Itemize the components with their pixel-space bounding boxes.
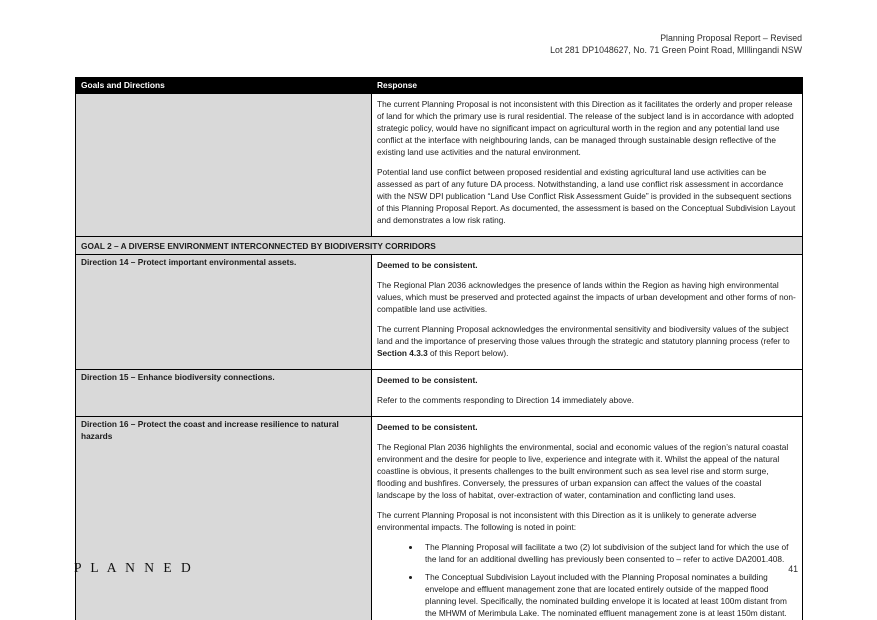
column-header-goals: Goals and Directions xyxy=(76,78,372,94)
direction16-paragraph-1: The Regional Plan 2036 highlights the environmental, social and economic values of the region’s natural coastal environment and the desire for people to live, experience and integrate with it. Whilst the appeal of the natural coastline is obvious, it presents challenges to the built environment such as sea level rise and storm surge, flooding and bushfires. Conversely, the pressures of urban expansion can affect the values of the coastal landscape by the loss of habitat, over-extraction of water, contamination and conflicting land uses. xyxy=(377,442,789,500)
intro-response-paragraph-1: The current Planning Proposal is not inconsistent with this Direction as it facilitates the orderly and proper release of land for which the primary use is rural residential. The release of the subject land is in accordance with adopted strategic policy, would have no significant impact on agricultural worth in the region and any potential land use conflict at the interface with neighbouring lands, can be managed through sustainable design reflective of the existing land use activities and the natural environment. xyxy=(377,99,794,157)
direction15-verdict: Deemed to be consistent. xyxy=(377,375,478,385)
table-row-direction14 xyxy=(76,255,803,370)
direction16-bullet-2: • The Conceptual Subdivision Layout included with the Planning Proposal nominates a building envelope and effluent management zone that are located entirely outside of the mapped flood planning level. Specifically, the nominated building envelope it is located at least 100m distant from the MHWM of Merimbula Lake. The nominated effluent management zone is at least 150m distant. xyxy=(421,571,796,619)
direction14-p2-text-end: of this Report below). xyxy=(427,348,509,358)
goals-directions-table xyxy=(75,77,803,620)
document-header xyxy=(550,33,802,56)
direction15-title: Direction 15 – Enhance biodiversity connections. xyxy=(76,370,372,417)
page-number: 41 xyxy=(788,564,798,574)
direction14-verdict: Deemed to be consistent. xyxy=(377,260,478,270)
table-header-row xyxy=(76,78,803,94)
header-property-address: Lot 281 DP1048627, No. 71 Green Point Road, MIllingandi NSW xyxy=(550,44,802,55)
direction15-response-cell xyxy=(372,370,803,417)
direction16-title: Direction 16 – Protect the coast and increase resilience to natural hazards xyxy=(76,417,372,620)
intro-response-paragraph-2: Potential land use conflict between proposed residential and existing agricultural land use activities can be assessed as part of any future DA process. Notwithstanding, a land use conflict risk assessment in accordance with the NSW DPI publication “Land Use Conflict Risk Assessment Guide” is provided in the subsequent sections of this Planning Proposal Report. As documented, the assessment is based on the Conceptual Subdivision Layout and demonstrates a low risk rating. xyxy=(377,167,796,225)
direction16-verdict: Deemed to be consistent. xyxy=(377,422,478,432)
direction16-paragraph-2: The current Planning Proposal is not inconsistent with this Direction as it is unlikely to generate adverse environmental impacts. The following is noted in point: xyxy=(377,510,757,532)
direction14-paragraph-1: The Regional Plan 2036 acknowledges the presence of lands within the Region as having high environmental values, which must be preserved and protected against the impacts of urban development and other forms of non-compatible land use activities. xyxy=(377,280,796,314)
table-row-intro xyxy=(76,94,803,237)
table-row-direction16 xyxy=(76,417,803,620)
direction14-p2-text: The current Planning Proposal acknowledges the environmental sensitivity and biodiversity values of the subject land and the importance of preserving those values through the strategic and statutory planning process (refer to xyxy=(377,324,790,346)
planned-logo: P L A N N E D xyxy=(74,560,194,575)
column-header-response: Response xyxy=(372,78,803,94)
table-row-goal2 xyxy=(76,237,803,255)
header-report-title: Planning Proposal Report – Revised xyxy=(660,33,802,43)
direction15-paragraph-1: Refer to the comments responding to Direction 14 immediately above. xyxy=(377,395,634,405)
table-row-direction15 xyxy=(76,370,803,417)
direction16-bullet-1: • The Planning Proposal will facilitate a two (2) lot subdivision of the subject land for which the use of the land for an additional dwelling has previously been consented to – refer to active DA2001.408. xyxy=(421,541,796,565)
direction16-bullet-list xyxy=(377,541,796,619)
intro-response-cell xyxy=(372,94,803,237)
direction14-p2-section-ref: Section 4.3.3 xyxy=(377,348,428,358)
intro-goal-cell-empty xyxy=(76,94,372,237)
direction14-paragraph-2 xyxy=(377,323,796,359)
direction14-title: Direction 14 – Protect important environmental assets. xyxy=(76,255,372,370)
goal2-heading: GOAL 2 – A DIVERSE ENVIRONMENT INTERCONNECTED BY BIODIVERSITY CORRIDORS xyxy=(76,237,803,255)
direction14-response-cell xyxy=(372,255,803,370)
direction16-response-cell xyxy=(372,417,803,620)
